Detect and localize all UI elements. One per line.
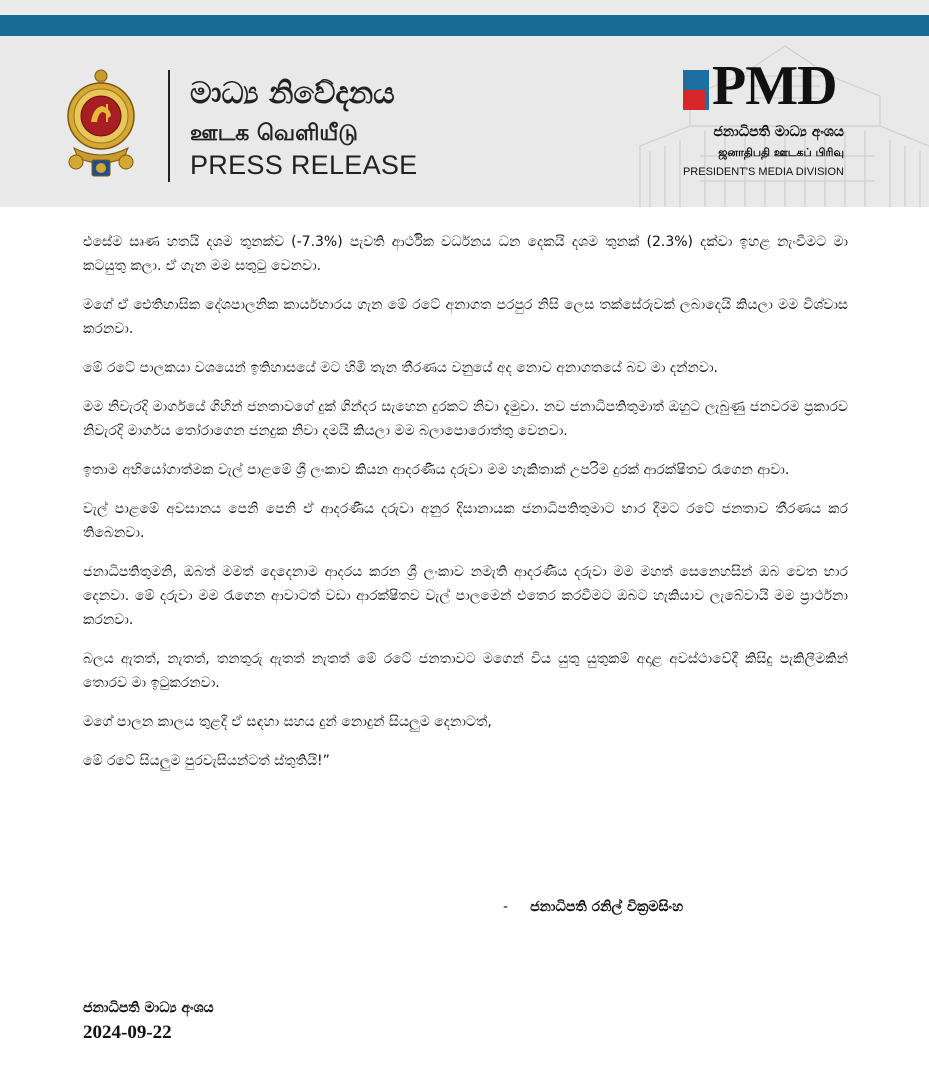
paragraph: වැල් පාළමේ අවසානය පෙනි පෙනි ඒ ආදරණීය දරුවා අනුර දිසානායක ජනාධිපතිතුමාට භාර දීමට රටේ ජනතාව තීරණය කර තිබෙනවා.: [83, 501, 848, 541]
paragraph: මගේ ඒ ඓතිහාසික දේශපාලනික කාර්යභාරය ගැන මේ රටේ අනාගත පරපුර නිසි ලෙස තක්සේරුවක් ලබාදෙයි කියලා මම විශ්වාස කරනවා.: [83, 297, 848, 337]
pmd-logo-mark: [683, 70, 709, 110]
paragraph: ජනාධිපතිතුමනි, ඔබත් මමත් දෙදෙනාම ආදරය කරන ශ්‍රී ලංකාව නමැති ආදරණීය දරුවා මම මහත් සෙනෙහසින් ඔබ වෙත භාර දෙනවා. මේ දරුවා මම රැගෙන ආවාටත් වඩා ආරක්ෂිතව වැල් පාලමෙන් එතෙර කරවීමට ඔබට හැකියාව ලැබේවායි මම ප්‍රාර්ථනා කරනවා.: [83, 564, 848, 628]
pmd-name-sinhala: ජනාධිපති මාධ්‍ය අංශය: [713, 124, 844, 140]
letterhead: [0, 36, 929, 207]
title-tamil: ஊடக வெளியீடு: [190, 121, 358, 146]
footer-organization: ජනාධිපති මාධ්‍ය අංශය: [83, 1000, 214, 1016]
paragraph: මේ රටේ සියලුම පුරවැසියන්ටත් ස්තුතියි!”: [83, 753, 330, 769]
paragraph: බලය ඇතත්, නැතත්, තනතුරු ඇතත් නැතත් මේ රටේ ජනතාවට මගෙන් විය යුතු යුතුකම් අදාළ අවස්ථාවේදී කිසිදු පැකිලීමකින් තොරව මා ඉටුකරනවා.: [83, 651, 848, 691]
signature-dash: -: [503, 899, 509, 915]
paragraph: ඉතාම අභියෝගාත්මක වැල් පාළමේ ශ්‍රී ලංකාව කියන ආදරණීය දරුවා මම හැකිතාක් උපරිම දුරක් ආරක්ෂිතව රැගෙන ආවා.: [83, 462, 790, 478]
signature-line: [503, 899, 683, 915]
title-english: PRESS RELEASE: [190, 150, 418, 180]
paragraph: මගේ පාලන කාලය තුළදී ඒ සඳහා සහය දුන් නොදුන් සියලුම දෙනාටත්,: [83, 714, 492, 730]
title-sinhala: මාධ්‍ය නිවේදනය: [190, 76, 395, 111]
pmd-logo-text: PMD: [712, 55, 837, 117]
paragraph: මම නිවැරදි මාර්ගයේ ගිහින් ජනතාවගේ දුක් ගින්දර සැහෙන දුරකට නිවා දැමුවා. නව ජනාධිපතිතුමාත් ඔහුට ලැබුණු ජනවරම ප්‍රකාරව නිවැරදි මාර්ගය තෝරාගෙන ජනදුක නිවා දමයි කියලා මම බලාපොරොත්තු වෙනවා.: [83, 399, 848, 439]
pmd-name-tamil: ஜனாதிபதி ஊடகப் பிரிவு: [718, 146, 844, 159]
header-band: [0, 15, 929, 36]
signature-name: ජනාධිපති රනිල් වික්‍රමසිංහ: [530, 899, 684, 915]
paragraph: මේ රටේ පාලකයා වශයෙන් ඉතිහාසයේ මට හිමි තැන තීරණය වනුයේ අද නොව අනාගතයේ බව මා දන්නවා.: [83, 360, 718, 376]
top-strip: [0, 0, 929, 15]
header-divider: [168, 70, 170, 182]
pmd-name-english: PRESIDENT'S MEDIA DIVISION: [682, 166, 844, 178]
sri-lanka-national-emblem-icon: [62, 66, 140, 180]
press-release-body: [83, 230, 848, 788]
paragraph: එසේම සෘණ හතයි දශම තුනක්ව (-7.3%) පැවති ආර්ථික වර්ධනය ධන දෙකයි දශම තුනක් (2.3%) දක්වා ඉහළ නැංවීමට මා කටයුතු කලා. ඒ ගැන මම සතුටු වෙනවා.: [83, 234, 848, 274]
footer-date: 2024-09-22: [83, 1022, 172, 1043]
